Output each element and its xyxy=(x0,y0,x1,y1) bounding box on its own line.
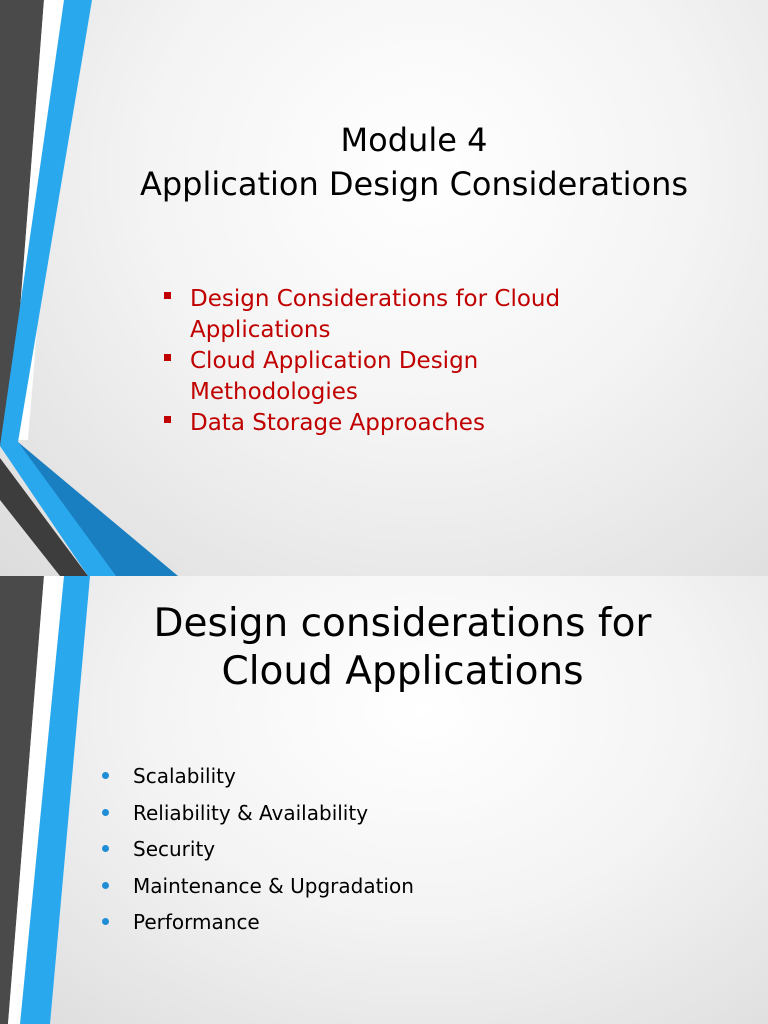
round-bullet-icon xyxy=(102,882,109,889)
square-bullet-icon xyxy=(164,292,171,299)
square-bullet-icon xyxy=(164,354,171,361)
list-item xyxy=(100,764,700,788)
bullet-label: Data Storage Approaches xyxy=(190,410,485,436)
slide-2 xyxy=(0,576,768,1024)
list-item xyxy=(100,910,700,934)
slide-1-bullet-list xyxy=(162,284,642,439)
round-bullet-icon xyxy=(102,918,109,925)
bullet-label: Scalability xyxy=(133,764,236,788)
list-item xyxy=(100,801,700,825)
round-bullet-icon xyxy=(102,772,109,779)
square-bullet-icon xyxy=(164,416,171,423)
slide-2-title xyxy=(40,600,765,696)
round-bullet-icon xyxy=(102,845,109,852)
bullet-label: Security xyxy=(133,837,216,861)
list-item xyxy=(100,874,700,898)
list-item xyxy=(100,837,700,861)
slide-2-bullet-list xyxy=(100,764,700,947)
bullet-label: Cloud Application Design Methodologies xyxy=(190,348,479,405)
list-item xyxy=(162,408,642,439)
slide-1-title xyxy=(60,118,768,206)
slide-1-title-line-2: Application Design Considerations xyxy=(139,165,689,203)
bullet-label: Performance xyxy=(133,910,260,934)
round-bullet-icon xyxy=(102,809,109,816)
list-item xyxy=(162,284,642,346)
bullet-label: Reliability & Availability xyxy=(133,800,369,825)
bullet-label: Design Considerations for Cloud Applications xyxy=(190,286,561,343)
slide-1-title-line-1: Module 4 xyxy=(340,121,488,159)
bullet-label: Maintenance & Upgradation xyxy=(133,873,414,898)
slide-2-title-line-2: Cloud Applications xyxy=(221,649,584,694)
slide-2-title-line-1: Design considerations for xyxy=(153,601,652,646)
list-item xyxy=(162,346,642,408)
